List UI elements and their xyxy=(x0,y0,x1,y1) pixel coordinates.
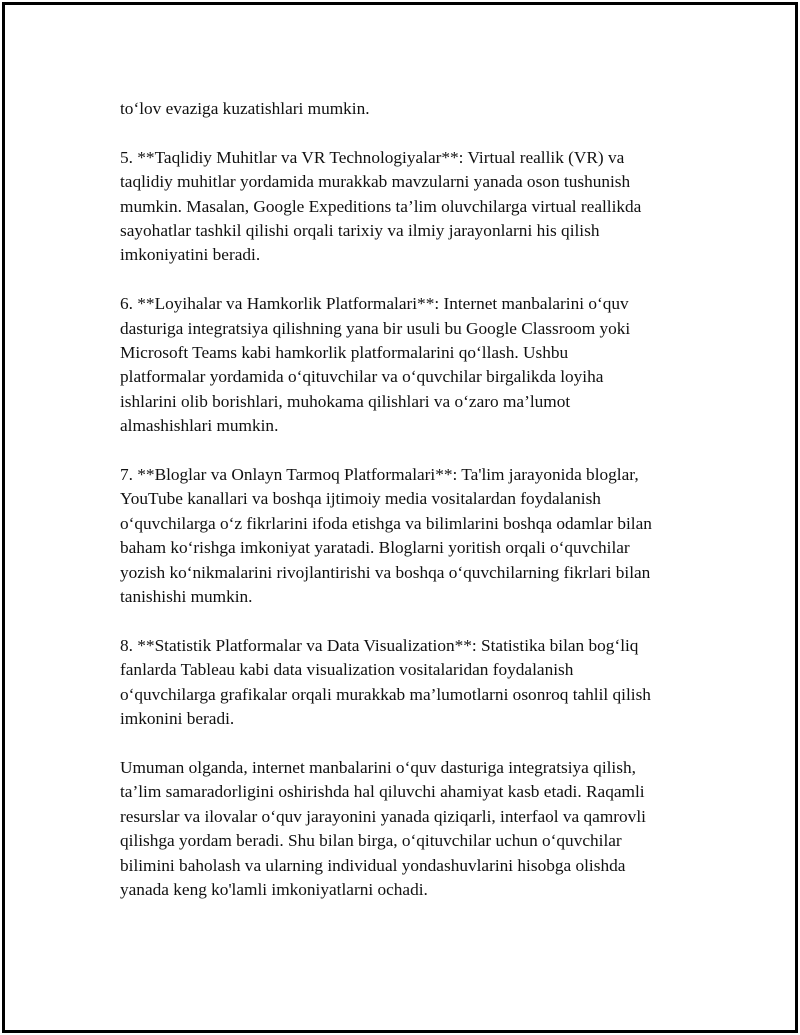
paragraph-item-7: 7. **Bloglar va Onlayn Tarmoq Platformalari**: Ta'lim jarayonida bloglar, YouTube kanallari va boshqa ijtimoiy media vositalardan foydalanish o‘quvchilarga o‘z fikrlarini ifoda etishga va bilimlarini boshqa odamlar bilan baham ko‘rishga imkoniyat yaratadi. Bloglarni yoritish orqali o‘quvchilar yozish ko‘nikmalarini rivojlantirishi va boshqa o‘quvchilarning fikrlari bilan tanishishi mumkin. xyxy=(120,465,652,607)
paragraph-item-8: 8. **Statistik Platformalar va Data Visualization**: Statistika bilan bog‘liq fanlarda Tableau kabi data visualization vositalaridan foydalanish o‘quvchilarga grafikalar orqali murakkab ma’lumotlarni osonroq tahlil qilish imkonini beradi. xyxy=(120,635,651,729)
paragraph-conclusion: Umuman olganda, internet manbalarini o‘quv dasturiga integratsiya qilish, ta’lim samaradorligini oshirishda hal qiluvchi ahamiyat kasb etadi. Raqamli resurslar va ilovalar o‘quv jarayonini yanada qiziqarli, interfaol va qamrovli qilishga yordam beradi. Shu bilan birga, o‘qituvchilar uchun o‘quvchilar bilimini baholash va ularning individual yondashuvlarini hisobga olishda yanada keng ko'lamli imkoniyatlarni ochadi. xyxy=(120,757,646,899)
paragraph-item-6: 6. **Loyihalar va Hamkorlik Platformalari**: Internet manbalarini o‘quv dasturiga integratsiya qilishning yana bir usuli bu Google Classroom yoki Microsoft Teams kabi hamkorlik platformalarini qo‘llash. Ushbu platformalar yordamida o‘qituvchilar va o‘quvchilar birgalikda loyiha ishlarini olib borishlari, muhokama qilishlari va o‘zaro ma’lumot almashishlari mumkin. xyxy=(120,294,631,436)
document-page xyxy=(2,2,798,1033)
document-body xyxy=(120,97,700,902)
paragraph-continuation: to‘lov evaziga kuzatishlari mumkin. xyxy=(120,99,370,118)
paragraph-item-5: 5. **Taqlidiy Muhitlar va VR Technologiyalar**: Virtual reallik (VR) va taqlidiy muhitlar yordamida murakkab mavzularni yanada oson tushunish mumkin. Masalan, Google Expeditions ta’lim oluvchilarga virtual reallikda sayohatlar tashkil qilishi orqali tarixiy va ilmiy jarayonlarni his qilish imkoniyatini beradi. xyxy=(120,147,642,265)
